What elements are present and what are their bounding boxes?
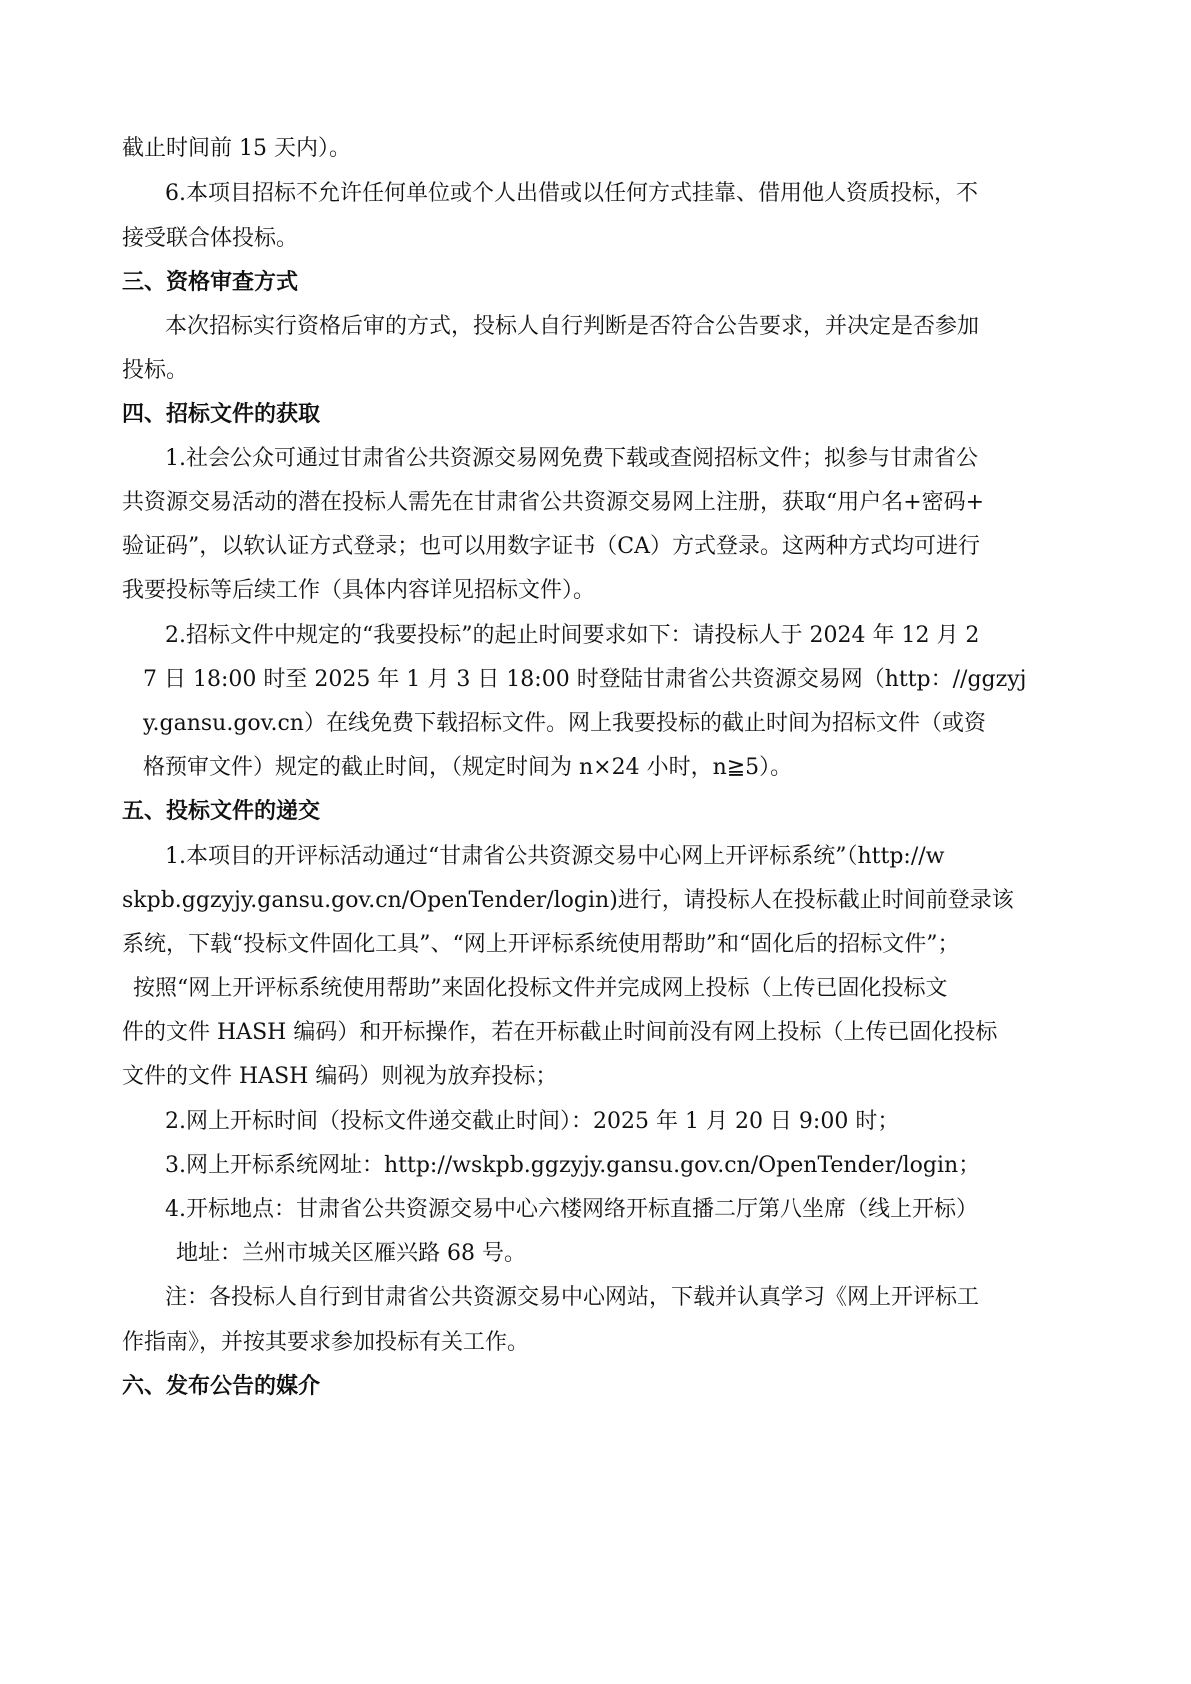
body-text: 1.社会公众可通过甘肃省公共资源交易网免费下载或查阅招标文件；拟参与甘肃省公 bbox=[165, 446, 978, 471]
body-text: 本次招标实行资格后审的方式，投标人自行判断是否符合公告要求，并决定是否参加 bbox=[165, 314, 980, 339]
body-text: 作指南》，并按其要求参加投标有关工作。 bbox=[122, 1330, 530, 1355]
body-text: 2.招标文件中规定的“我要投标”的起止时间要求如下：请投标人于 2024 年 12 月 2 bbox=[165, 623, 980, 648]
body-text: 6.本项目招标不允许任何单位或个人出借或以任何方式挂靠、借用他人资质投标，不 bbox=[165, 181, 978, 206]
section-heading: 三、资格审查方式 bbox=[122, 270, 299, 295]
section-heading: 六、发布公告的媒介 bbox=[122, 1374, 321, 1399]
body-text: 2.网上开标时间（投标文件递交截止时间）：2025 年 1 月 20 日 9:00 时； bbox=[165, 1109, 900, 1134]
body-text: 验证码”，以软认证方式登录；也可以用数字证书（CA）方式登录。这两种方式均可进行 bbox=[122, 534, 980, 559]
body-text: 截止时间前 15 天内）。 bbox=[122, 136, 351, 161]
body-text: 3.网上开标系统网址：http://wskpb.ggzyjy.gansu.gov.cn/OpenTender/login； bbox=[165, 1153, 981, 1178]
body-text: 按照“网上开评标系统使用帮助”来固化投标文件并完成网上投标（上传已固化投标文 bbox=[133, 976, 948, 1001]
body-text: y.gansu.gov.cn）在线免费下载招标文件。网上我要投标的截止时间为招标文件（或资 bbox=[143, 711, 986, 736]
body-text: 共资源交易活动的潜在投标人需先在甘肃省公共资源交易网上注册，获取“用户名+密码+ bbox=[122, 490, 985, 515]
body-text: 1.本项目的开评标活动通过“甘肃省公共资源交易中心网上开评标系统”（http://w bbox=[165, 844, 945, 869]
body-text: 投标。 bbox=[122, 358, 189, 383]
body-text: 件的文件 HASH 编码）和开标操作，若在开标截止时间前没有网上投标（上传已固化投标 bbox=[122, 1020, 998, 1045]
body-text: 注：各投标人自行到甘肃省公共资源交易中心网站，下载并认真学习《网上开评标工 bbox=[165, 1285, 980, 1310]
body-text: 我要投标等后续工作（具体内容详见招标文件）。 bbox=[122, 578, 596, 603]
body-text: 地址：兰州市城关区雁兴路 68 号。 bbox=[176, 1241, 526, 1266]
body-text: 文件的文件 HASH 编码）则视为放弃投标； bbox=[122, 1064, 558, 1089]
body-text: skpb.ggzyjy.gansu.gov.cn/OpenTender/login)进行，请投标人在投标截止时间前登录该 bbox=[122, 888, 1014, 913]
section-heading: 五、投标文件的递交 bbox=[122, 799, 321, 824]
body-text: 接受联合体投标。 bbox=[122, 226, 299, 251]
body-text: 系统，下载“投标文件固化工具”、“网上开评标系统使用帮助”和“固化后的招标文件”； bbox=[122, 932, 960, 957]
body-text: 7 日 18:00 时至 2025 年 1 月 3 日 18:00 时登陆甘肃省公共资源交易网（http：//ggzyj bbox=[143, 667, 1027, 692]
body-text: 4.开标地点：甘肃省公共资源交易中心六楼网络开标直播二厅第八坐席（线上开标） bbox=[165, 1197, 978, 1222]
body-text: 格预审文件）规定的截止时间，（规定时间为 n×24 小时，n≧5）。 bbox=[143, 755, 793, 780]
section-heading: 四、招标文件的获取 bbox=[122, 402, 321, 427]
